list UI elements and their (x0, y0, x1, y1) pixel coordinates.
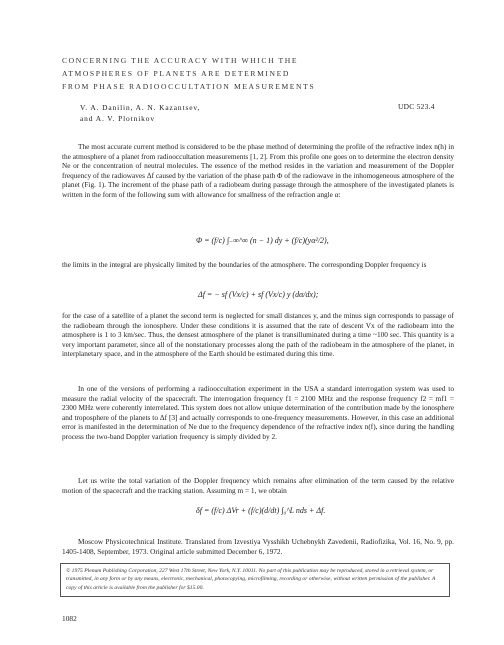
source-footnote: Moscow Physicotechnical Institute. Translated from Izvestiya Vysshikh Uchebnykh Zavedenii, Radiofizika, Vol. 16, No. 9, pp. 1405-1408, September, 1973. Original article submitted December 6, 1972. (62, 537, 454, 556)
paragraph-4: In one of the versions of performing a radiooccultation experiment in the USA a standard interrogation system was used to measure the radial velocity of the spacecraft. The interrogation frequency f1 = 2100 MHz and the response frequency f2 = mf1 = 2300 MHz were coherently interrelated. This system does not allow unique determination of the contribution made by the ionosphere and troposphere of the planets to Δf [3] and actually corresponds to one-frequency measurements. However, in this case an additional error is manifested in the determination of Ne due to the frequency dependence of the refractive index n(f), since during the handling process the two-band Doppler variation frequency is simply divided by 2. (62, 384, 454, 441)
paragraph-5: Let us write the total variation of the Doppler frequency which remains after elimination of the term caused by the relative motion of the spacecraft and the tracking station. Assuming m = 1, we obtain (62, 476, 454, 495)
title-line-1: CONCERNING THE ACCURACY WITH WHICH THE (62, 56, 299, 65)
paragraph-2: the limits in the integral are physically limited by the boundaries of the atmosphere. The corresponding Doppler frequency is (62, 260, 427, 269)
paragraph-3: for the case of a satellite of a planet the second term is neglected for small distances y, and the minus sign corresponds to passage of the radiobeam through the ionosphere. Under these conditions it is assumed that the rate of descent Vx of the radiobeam into the atmosphere is 1 to 3 km/sec. Thus, the densest atmosphere of the planet is transilluminated during a time ~100 sec. This quantity is a very important parameter, since all of the nonstationary processes along the path of the radiobeam in the atmosphere of the planet, in interplanetary space, and in the atmosphere of the Earth should be estimated during this time. (62, 311, 454, 359)
udc-code: UDC 523.4 (398, 102, 435, 111)
article-title (62, 54, 442, 93)
paragraph-1: The most accurate current method is considered to be the phase method of determining the profile of the refractive index n(h) in the atmosphere of a planet from radiooccultation measurements [1, 2]. From this profile one goes on to determine the electron density Ne or the concentration of neutral molecules. The essence of the method resides in the variation and measurement of the Doppler frequency of the radiowaves Δf caused by the variation of the phase path Φ of the radiowave in the inhomogeneous atmosphere of the planet (Fig. 1). The increment of the phase path of a radiobeam during passage through the atmosphere of the investigated planets is written in the form of the following sum with allowance for smallness of the refraction angle α: (62, 142, 454, 199)
authors-line-1: V. A. Danilin, A. N. Kazantsev, (80, 103, 201, 112)
title-line-2: ATMOSPHERES OF PLANETS ARE DETERMINED (62, 69, 290, 78)
equation-doppler-frequency: Δf = − sf (Vx/c) + sf (Vx/c) y (dα/dx); (198, 290, 319, 299)
author-list (80, 102, 200, 124)
title-line-3: FROM PHASE RADIOOCCULTATION MEASUREMENTS (62, 82, 316, 91)
equation-phase-path: Φ = (f/c) ∫₋∞^∞ (n − 1) dy + (f/c)(yα²/2), (196, 236, 329, 245)
page-number: 1082 (62, 614, 77, 623)
copyright-notice: © 1975 Plenum Publishing Corporation, 227 West 17th Street, New York, N.Y. 10011. No part of this publication may be reproduced, stored in a retrieval system, or transmitted, in any form or by any means, electronic, mechanical, photocopying, microfilming, recording or otherwise, without written permission of the publisher. A copy of this article is available from the publisher for $15.00. (60, 563, 450, 597)
authors-line-2: and A. V. Plotnikov (80, 114, 155, 123)
equation-total-variation: δf = (f/c) ΔVr + (f/c)(d/dt) ∫₀^L nds + Δf. (196, 506, 326, 515)
